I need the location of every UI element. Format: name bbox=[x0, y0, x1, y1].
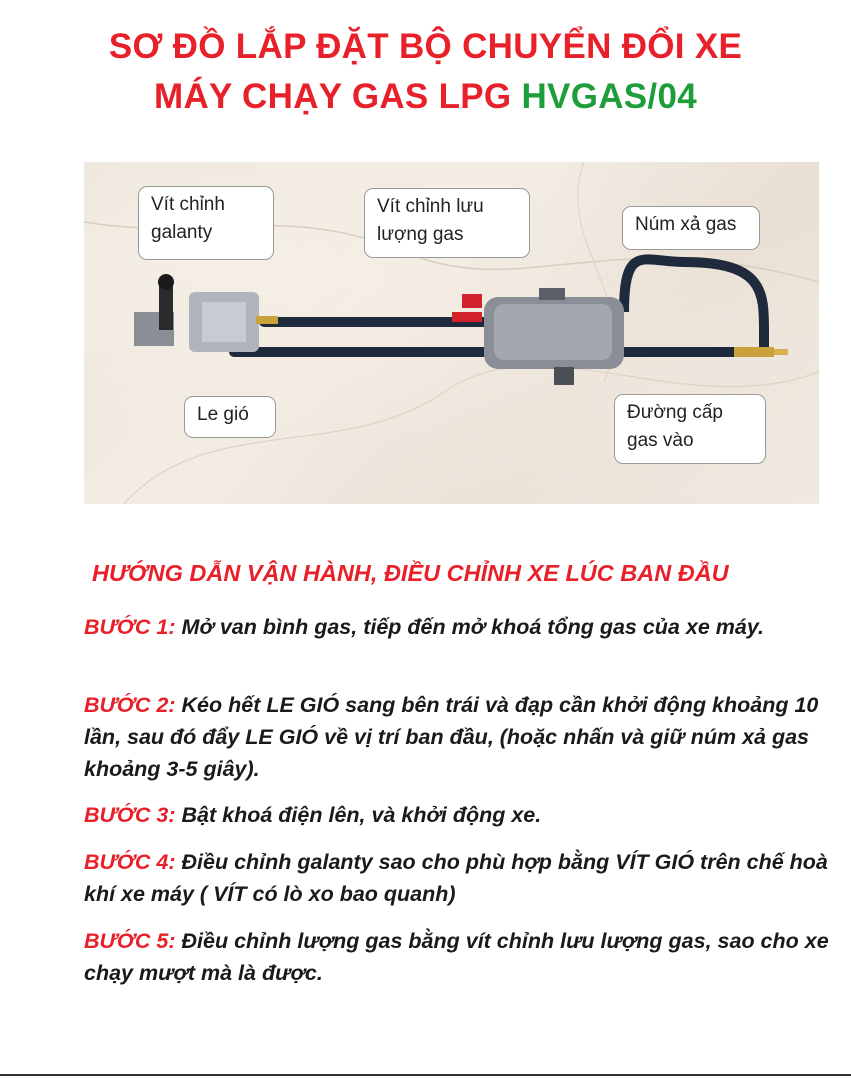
callout-choke bbox=[184, 396, 276, 438]
installation-photo bbox=[84, 162, 819, 504]
callout-galanty-screw bbox=[138, 186, 274, 260]
step-1-text: Mở van bình gas, tiếp đến mở khoá tổng gas của xe máy. bbox=[181, 615, 764, 639]
page-title bbox=[0, 22, 851, 122]
callout-flow-screw bbox=[364, 188, 530, 258]
step-2-label: BƯỚC 2: bbox=[84, 693, 176, 717]
step-5 bbox=[84, 925, 844, 989]
step-1-label: BƯỚC 1: bbox=[84, 615, 176, 639]
step-3-label: BƯỚC 3: bbox=[84, 803, 176, 827]
callout-choke-text: Le gió bbox=[197, 404, 249, 425]
step-4-text: Điều chỉnh galanty sao cho phù hợp bằng VÍT GIÓ trên chế hoà khí xe máy ( VÍT có lò xo bao quanh) bbox=[84, 850, 828, 906]
callout-galanty-line-2: galanty bbox=[151, 222, 213, 243]
callout-galanty-line-1: Vít chỉnh bbox=[151, 194, 225, 215]
callout-inlet-line-1: Đường cấp bbox=[627, 402, 723, 423]
title-model: HVGAS/04 bbox=[521, 77, 697, 116]
step-1 bbox=[84, 611, 844, 643]
step-5-label: BƯỚC 5: bbox=[84, 929, 176, 953]
callout-release-text: Núm xả gas bbox=[635, 214, 737, 235]
title-line-1: SƠ ĐỒ LẮP ĐẶT BỘ CHUYỂN ĐỔI XE bbox=[108, 27, 743, 66]
step-2 bbox=[84, 689, 844, 785]
step-4-label: BƯỚC 4: bbox=[84, 850, 176, 874]
title-line-2 bbox=[0, 72, 851, 122]
callout-release-knob bbox=[622, 206, 760, 250]
title-line-2-prefix: MÁY CHẠY GAS LPG bbox=[153, 77, 512, 116]
callout-inlet-line-2: gas vào bbox=[627, 430, 694, 451]
step-2-text: Kéo hết LE GIÓ sang bên trái và đạp cần khởi động khoảng 10 lần, sau đó đẩy LE GIÓ về vị trí ban đầu, (hoặc nhấn và giữ núm xả gas khoảng 3-5 giây). bbox=[84, 693, 819, 781]
callout-flow-line-2: lượng gas bbox=[377, 224, 464, 245]
callout-flow-line-1: Vít chỉnh lưu bbox=[377, 196, 484, 217]
step-5-text: Điều chỉnh lượng gas bằng vít chỉnh lưu lượng gas, sao cho xe chạy mượt mà là được. bbox=[84, 929, 829, 985]
step-3 bbox=[84, 799, 844, 831]
step-4 bbox=[84, 846, 844, 910]
bottom-divider bbox=[0, 1074, 851, 1076]
callout-gas-inlet bbox=[614, 394, 766, 464]
step-3-text: Bật khoá điện lên, và khởi động xe. bbox=[181, 803, 542, 827]
instructions-heading: HƯỚNG DẪN VẬN HÀNH, ĐIỀU CHỈNH XE LÚC BAN ĐẦU bbox=[92, 560, 729, 586]
